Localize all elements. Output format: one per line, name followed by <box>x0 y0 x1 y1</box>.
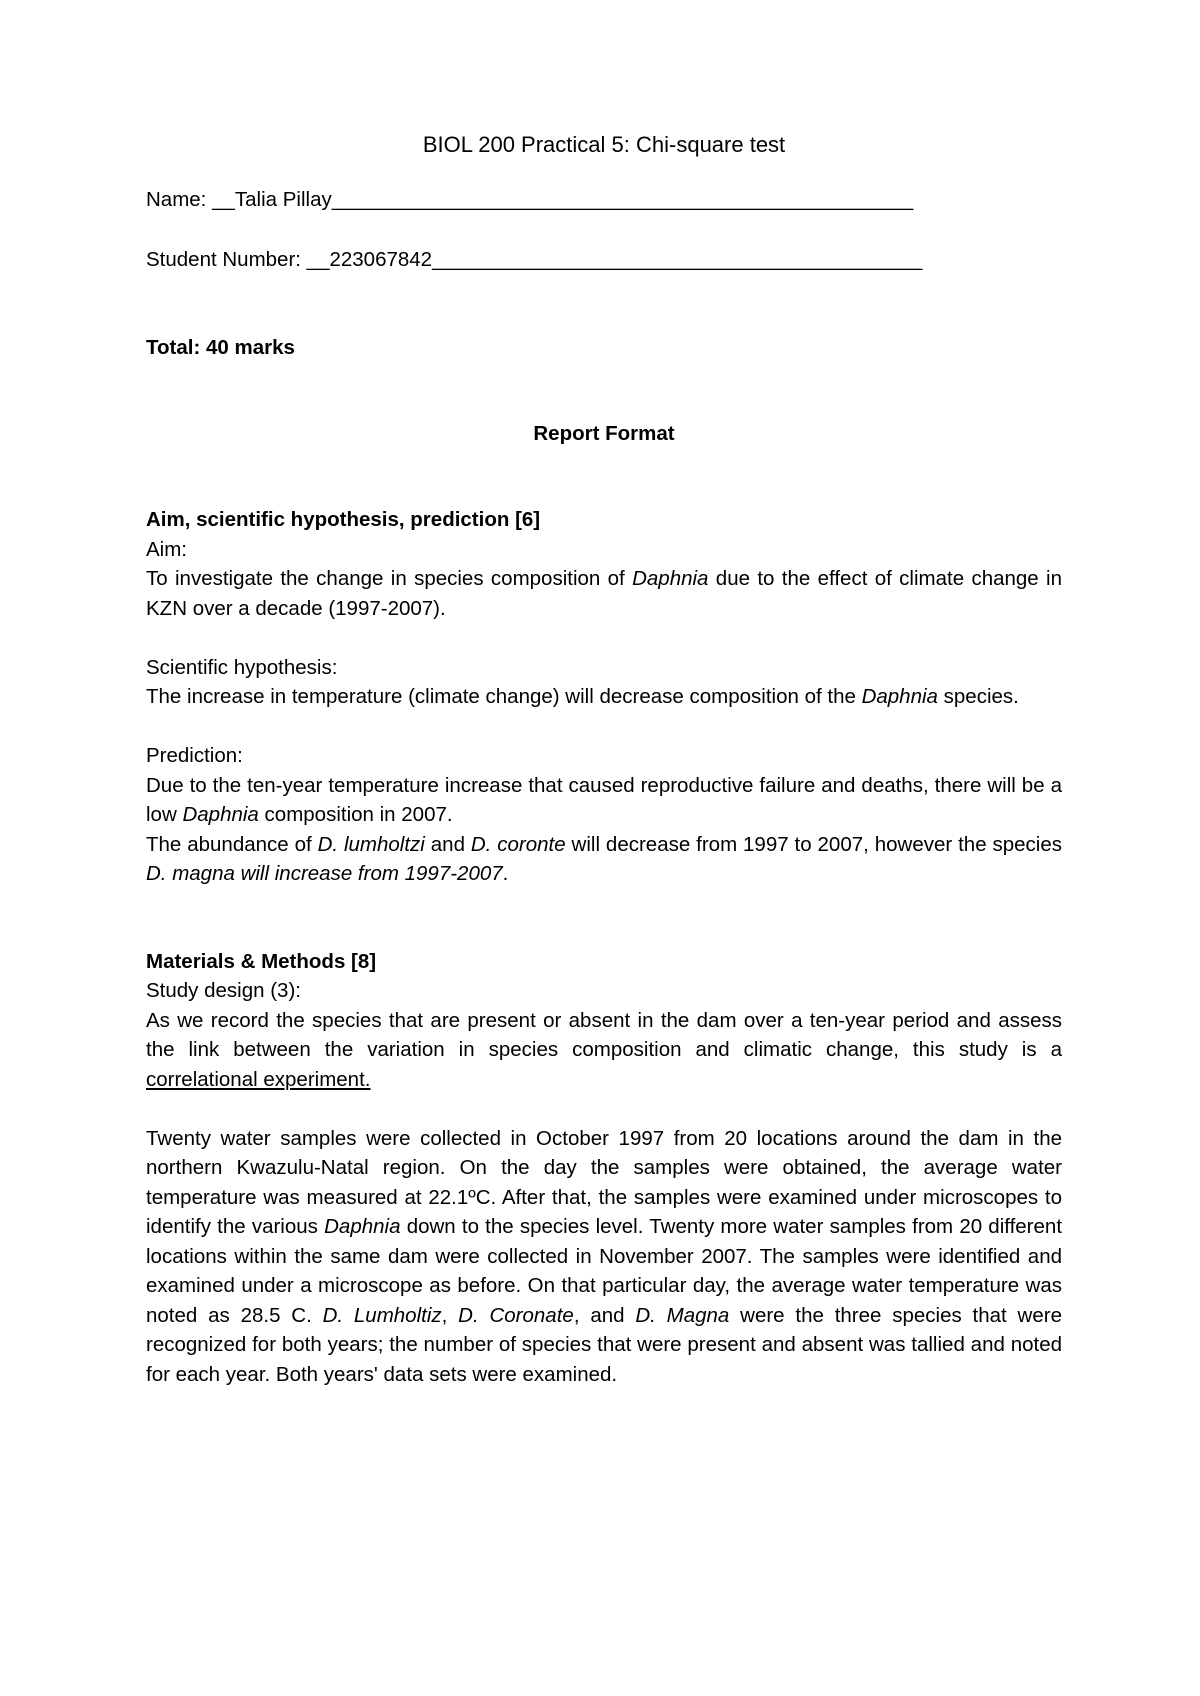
prediction-text-part: The abundance of <box>146 832 318 856</box>
hypothesis-text-part: The increase in temperature (climate change) will decrease composition of the <box>146 685 862 708</box>
prediction-text-part: and <box>424 832 471 856</box>
genus-name: Daphnia <box>861 685 938 708</box>
prediction-text-part: . <box>502 862 509 885</box>
aim-text-part: due to the effect of climate change in KZN over a decade (1997-2007). <box>146 567 1063 620</box>
species-name: D. Magna <box>635 1303 730 1327</box>
prediction-text-1 <box>146 771 1062 830</box>
species-name: D. lumholtzi <box>317 832 425 856</box>
methods-text-part: , <box>441 1303 459 1327</box>
aim-text-part: To investigate the change in species composition of <box>146 567 633 590</box>
genus-name: Daphnia <box>324 1215 401 1238</box>
total-marks: Total: 40 marks <box>146 336 295 359</box>
genus-name: Daphnia <box>632 567 709 590</box>
prediction-text-part: composition in 2007. <box>258 803 453 826</box>
study-design-type: correlational experiment. <box>146 1067 371 1091</box>
document-page <box>146 130 1062 1389</box>
genus-name: Daphnia <box>182 803 259 826</box>
prediction-label: Prediction: <box>146 744 243 767</box>
hypothesis-text <box>146 682 1062 712</box>
species-name: D. coronte <box>470 832 566 856</box>
methods-text-part: were the three species that were recognized for both years; the number of species that were present and absent was tallied and noted for each year. Both years' data sets were examined. <box>146 1303 1062 1386</box>
aim-label: Aim: <box>146 537 187 561</box>
hypothesis-text-part: species. <box>937 685 1019 708</box>
document-title: BIOL 200 Practical 5: Chi-square test <box>422 132 786 157</box>
study-design-text <box>146 1006 1062 1095</box>
study-design-text-part: As we record the species that are present or absent in the dam over a ten-year period and assess the link between the variation in species composition and climatic change, this study is a <box>146 1008 1062 1061</box>
name-field: Name: __Talia Pillay___________________________________________________ <box>146 188 914 211</box>
species-name: D. magna will increase from 1997-2007 <box>146 862 503 885</box>
methods-text-part: down to the species level. Twenty more water samples from 20 different locations within the same dam were collected in November 2007. The samples were identified and examined under a microscope as before. On that particular day, the average water temperature was noted as 28.5 C. <box>146 1215 1063 1327</box>
prediction-text-part: Due to the ten-year temperature increase that caused reproductive failure and deaths, there will be a low <box>146 773 1062 826</box>
report-format-heading: Report Format <box>533 421 675 445</box>
methods-text <box>146 1124 1062 1390</box>
methods-section-heading: Materials & Methods [8] <box>146 949 377 973</box>
prediction-text-2 <box>146 830 1062 889</box>
species-name: D. Coronate <box>458 1303 574 1327</box>
aim-text <box>146 564 1062 623</box>
methods-text-part: Twenty water samples were collected in October 1997 from 20 locations around the dam in the northern Kwazulu-Natal region. On the day the samples were obtained, the average water temperature was measured at 22.1ºC. After that, the samples were examined under microscopes to identify the various <box>146 1126 1062 1238</box>
methods-text-part: , and <box>573 1303 636 1327</box>
aim-section-heading: Aim, scientific hypothesis, prediction [6] <box>146 508 541 531</box>
species-name: D. Lumholtiz <box>322 1303 442 1327</box>
hypothesis-label: Scientific hypothesis: <box>146 655 338 679</box>
prediction-text-part: will decrease from 1997 to 2007, however the species <box>565 832 1063 856</box>
student-number-field: Student Number: __223067842___________________________________________ <box>146 247 923 271</box>
study-design-label: Study design (3): <box>146 979 301 1002</box>
